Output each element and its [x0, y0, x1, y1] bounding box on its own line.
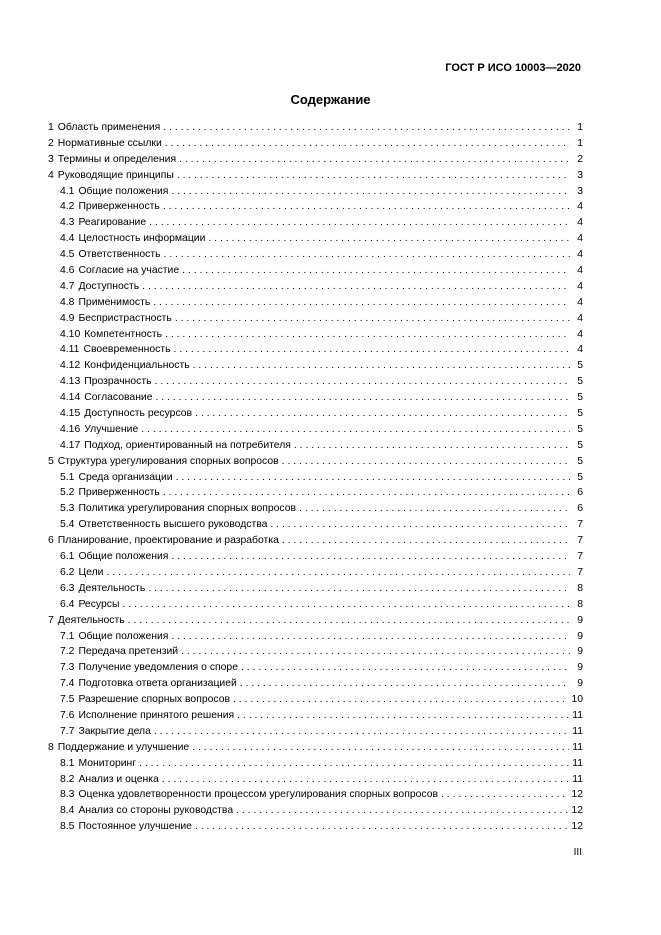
toc-entry-title: Улучшение	[84, 423, 139, 435]
dot-leader	[106, 565, 570, 581]
toc-entry-number: 4.7	[60, 280, 75, 292]
dot-leader	[208, 231, 570, 247]
toc-entry-title: Ресурсы	[78, 598, 120, 610]
page-number: III	[573, 847, 582, 858]
toc-entry[interactable]	[48, 692, 583, 708]
toc-entry[interactable]	[48, 406, 583, 422]
toc-entry-title: Получение уведомления о споре	[78, 662, 238, 674]
toc-entry-page: 4	[577, 296, 583, 308]
toc-entry-title: Общие положения	[78, 185, 169, 197]
toc-entry-title: Согласие на участие	[78, 265, 180, 277]
toc-entry-title: Подготовка ответа организацией	[78, 678, 237, 690]
toc-entry-number: 7.2	[60, 646, 75, 658]
toc-entry-number: 4	[48, 169, 54, 181]
toc-entry[interactable]	[48, 342, 583, 358]
toc-entry[interactable]	[48, 597, 583, 613]
toc-entry-page: 5	[577, 423, 583, 435]
dot-leader	[155, 374, 570, 390]
toc-entry[interactable]	[48, 374, 583, 390]
toc-entry[interactable]	[48, 501, 583, 517]
toc-entry-page: 9	[577, 630, 583, 642]
toc-entry-title: Беспристрастность	[78, 312, 172, 324]
toc-entry[interactable]	[48, 247, 583, 263]
toc-entry-page: 5	[577, 455, 583, 467]
toc-entry[interactable]	[48, 279, 583, 295]
toc-entry[interactable]	[48, 708, 583, 724]
toc-entry-title: Область применения	[57, 122, 161, 133]
toc-entry-page: 4	[577, 328, 583, 340]
dot-leader	[163, 199, 570, 215]
toc-entry-page: 6	[577, 503, 583, 515]
toc-entry-title: Общие положения	[78, 551, 169, 563]
toc-entry[interactable]	[48, 660, 583, 676]
toc-entry-number: 4.13	[60, 376, 81, 388]
toc-entry[interactable]	[48, 517, 583, 533]
toc-entry-number: 4.3	[60, 217, 75, 229]
dot-leader	[441, 787, 568, 803]
toc-entry-title: Нормативные ссылки	[57, 137, 162, 149]
dot-leader	[175, 311, 570, 327]
toc-entry[interactable]	[48, 533, 583, 549]
toc-entry[interactable]	[48, 184, 583, 200]
toc-entry[interactable]	[48, 613, 583, 629]
toc-entry[interactable]	[48, 263, 583, 279]
toc-entry-page: 4	[577, 233, 583, 245]
toc-entry-page: 9	[577, 662, 583, 674]
toc-entry[interactable]	[48, 390, 583, 406]
dot-leader	[163, 120, 570, 136]
toc-entry-number: 8	[48, 741, 54, 753]
toc-entry-number: 7.7	[60, 725, 75, 737]
toc-entry-page: 4	[577, 280, 583, 292]
toc-entry-number: 6.4	[60, 598, 75, 610]
toc-entry[interactable]	[48, 438, 583, 454]
toc-entry-page: 11	[572, 709, 583, 721]
toc-entry-title: Цели	[78, 566, 104, 578]
toc-entry-page: 1	[577, 122, 583, 133]
toc-entry-number: 4.12	[60, 360, 81, 372]
toc-entry-number: 6.1	[60, 551, 75, 563]
dot-leader	[149, 215, 570, 231]
toc-entry[interactable]	[48, 231, 583, 247]
toc-entry[interactable]	[48, 295, 583, 311]
toc-entry-title: Приверженность	[78, 201, 160, 213]
dot-leader	[294, 438, 570, 454]
toc-entry-number: 4.8	[60, 296, 75, 308]
toc-entry-number: 4.16	[60, 423, 81, 435]
toc-entry-number: 8.3	[60, 789, 75, 801]
toc-entry[interactable]	[48, 454, 583, 470]
toc-entry-number: 5.1	[60, 471, 75, 483]
dot-leader	[128, 613, 570, 629]
toc-entry-number: 4.14	[60, 392, 81, 404]
toc-entry-title: Постоянное улучшение	[78, 821, 192, 833]
toc-entry-title: Своевременность	[83, 344, 171, 356]
toc-entry-title: Анализ со стороны руководства	[78, 805, 234, 817]
toc-entry-page: 4	[577, 249, 583, 261]
toc-entry[interactable]	[48, 581, 583, 597]
toc-entry-title: Анализ и оценка	[78, 773, 159, 785]
toc-entry[interactable]	[48, 676, 583, 692]
toc-entry-title: Деятельность	[78, 582, 146, 594]
toc-entry-page: 5	[577, 376, 583, 388]
dot-leader	[195, 819, 568, 835]
toc-entry-number: 2	[48, 137, 54, 149]
toc-entry-number: 1	[48, 122, 54, 133]
toc-entry-number: 5.2	[60, 487, 75, 499]
toc-entry-page: 11	[572, 773, 583, 785]
toc-entry[interactable]	[48, 756, 583, 772]
toc-entry-page: 7	[577, 551, 583, 563]
toc-entry[interactable]	[48, 803, 583, 819]
toc-entry[interactable]	[48, 565, 583, 581]
toc-entry-page: 11	[572, 757, 583, 769]
dot-leader	[174, 342, 570, 358]
toc-entry-title: Подход, ориентированный на потребителя	[84, 439, 291, 451]
toc-entry-page: 4	[577, 201, 583, 213]
toc-entry-number: 4.5	[60, 249, 75, 261]
toc-entry-page: 12	[571, 821, 583, 833]
toc-entry-page: 9	[577, 678, 583, 690]
dot-leader	[148, 581, 570, 597]
dot-leader	[299, 501, 570, 517]
toc-entry-number: 4.2	[60, 201, 75, 213]
toc-entry-page: 8	[577, 582, 583, 594]
page-title: Содержание	[290, 92, 371, 107]
toc-entry[interactable]	[48, 327, 583, 343]
dot-leader	[181, 644, 570, 660]
toc-entry-number: 8.4	[60, 805, 75, 817]
toc-entry-page: 6	[577, 487, 583, 499]
toc-entry-title: Планирование, проектирование и разработка	[57, 535, 279, 547]
toc-entry-page: 5	[577, 471, 583, 483]
toc-entry-number: 4.10	[60, 328, 81, 340]
toc-entry-title: Мониторинг	[78, 757, 137, 769]
toc-entry[interactable]	[48, 168, 583, 184]
toc-entry-number: 4.17	[60, 439, 81, 451]
toc-entry-page: 7	[577, 535, 583, 547]
dot-leader	[171, 184, 570, 200]
toc-entry-number: 5.4	[60, 519, 75, 531]
toc-entry-title: Передача претензий	[78, 646, 179, 658]
toc-entry-title: Поддержание и улучшение	[57, 741, 190, 753]
toc-entry-page: 11	[572, 741, 583, 753]
toc-entry-page: 5	[577, 392, 583, 404]
toc-entry[interactable]	[48, 485, 583, 501]
dot-leader	[192, 740, 569, 756]
toc-entry-number: 7	[48, 614, 54, 626]
toc-entry-title: Среда организации	[78, 471, 173, 483]
toc-entry-title: Прозрачность	[84, 376, 152, 388]
toc-entry[interactable]	[48, 740, 583, 756]
dot-leader	[193, 358, 570, 374]
toc-entry[interactable]	[48, 136, 583, 152]
toc-entry-title: Целостность информации	[78, 233, 206, 245]
toc-entry-number: 4.6	[60, 265, 75, 277]
toc-entry[interactable]	[48, 152, 583, 168]
dot-leader	[165, 327, 570, 343]
toc-entry-page: 12	[571, 789, 583, 801]
toc-entry-number: 4.15	[60, 408, 81, 420]
dot-leader	[163, 485, 570, 501]
toc-entry-page: 12	[571, 805, 583, 817]
toc-entry-page: 8	[577, 598, 583, 610]
dot-leader	[179, 152, 570, 168]
dot-leader	[156, 390, 570, 406]
toc-entry-page: 7	[577, 519, 583, 531]
toc-entry[interactable]	[48, 644, 583, 660]
dot-leader	[171, 629, 570, 645]
toc-entry-number: 5.3	[60, 503, 75, 515]
dot-leader	[176, 470, 570, 486]
toc-entry-number: 3	[48, 153, 54, 165]
dot-leader	[165, 136, 570, 152]
dot-leader	[241, 660, 570, 676]
toc-entry-title: Политика урегулирования спорных вопросов	[78, 503, 297, 515]
toc-entry-number: 6	[48, 535, 54, 547]
toc-entry-number: 8.1	[60, 757, 75, 769]
dot-leader	[142, 279, 570, 295]
dot-leader	[270, 517, 570, 533]
toc-entry[interactable]	[48, 772, 583, 788]
table-of-contents	[48, 120, 583, 835]
dot-leader	[236, 803, 568, 819]
toc-entry-number: 7.4	[60, 678, 75, 690]
toc-entry-page: 9	[577, 614, 583, 626]
toc-entry-title: Доступность ресурсов	[84, 408, 193, 420]
dot-leader	[164, 247, 570, 263]
toc-entry-title: Конфиденциальность	[84, 360, 190, 372]
toc-entry-title: Применимость	[78, 296, 151, 308]
dot-leader	[237, 708, 569, 724]
toc-entry-title: Структура урегулирования спорных вопросов	[57, 455, 279, 467]
toc-entry-page: 3	[577, 185, 583, 197]
toc-entry-number: 6.2	[60, 566, 75, 578]
toc-entry-page: 2	[577, 153, 583, 165]
toc-entry-number: 6.3	[60, 582, 75, 594]
toc-entry-title: Ответственность высшего руководства	[78, 519, 268, 531]
toc-entry[interactable]	[48, 422, 583, 438]
dot-leader	[122, 597, 570, 613]
dot-leader	[153, 295, 570, 311]
toc-entry-page: 5	[577, 360, 583, 372]
toc-entry-number: 8.5	[60, 821, 75, 833]
dot-leader	[139, 756, 569, 772]
toc-entry-page: 4	[577, 265, 583, 277]
toc-entry-number: 4.1	[60, 185, 75, 197]
toc-entry-title: Ответственность	[78, 249, 161, 261]
toc-entry[interactable]	[48, 819, 583, 835]
toc-entry-title: Руководящие принципы	[57, 169, 174, 181]
dot-leader	[233, 692, 568, 708]
toc-entry-page: 4	[577, 217, 583, 229]
toc-entry[interactable]	[48, 629, 583, 645]
toc-entry-title: Оценка удовлетворенности процессом урегулирования спорных вопросов	[78, 789, 439, 801]
toc-entry[interactable]	[48, 215, 583, 231]
toc-entry-title: Доступность	[78, 280, 140, 292]
dot-leader	[154, 724, 569, 740]
toc-entry-title: Исполнение принятого решения	[78, 709, 235, 721]
toc-entry-page: 1	[577, 137, 583, 149]
dot-leader	[282, 454, 570, 470]
toc-entry-title: Термины и определения	[57, 153, 177, 165]
dot-leader	[177, 168, 570, 184]
toc-entry-title: Приверженность	[78, 487, 160, 499]
toc-entry-page: 5	[577, 408, 583, 420]
toc-entry-page: 11	[572, 725, 583, 737]
dot-leader	[162, 772, 569, 788]
toc-entry[interactable]	[48, 311, 583, 327]
toc-entry-title: Согласование	[84, 392, 153, 404]
toc-entry-number: 5	[48, 455, 54, 467]
toc-entry-number: 7.6	[60, 709, 75, 721]
toc-entry-number: 4.4	[60, 233, 75, 245]
toc-entry-number: 7.5	[60, 694, 75, 706]
toc-entry-title: Общие положения	[78, 630, 169, 642]
toc-entry-title: Разрешение спорных вопросов	[78, 694, 230, 706]
dot-leader	[141, 422, 570, 438]
toc-entry[interactable]	[48, 199, 583, 215]
document-id: ГОСТ Р ИСО 10003—2020	[445, 62, 581, 74]
toc-entry-number: 4.11	[60, 344, 80, 356]
toc-entry-title: Компетентность	[84, 328, 163, 340]
dot-leader	[182, 263, 570, 279]
toc-entry-title: Закрытие дела	[78, 725, 151, 737]
toc-entry-page: 4	[577, 312, 583, 324]
toc-entry-page: 7	[577, 566, 583, 578]
toc-entry-title: Реагирование	[78, 217, 147, 229]
toc-entry-page: 3	[577, 169, 583, 181]
toc-entry[interactable]	[48, 724, 583, 740]
toc-entry[interactable]	[48, 787, 583, 803]
dot-leader	[195, 406, 570, 422]
toc-entry[interactable]	[48, 549, 583, 565]
toc-entry-number: 8.2	[60, 773, 75, 785]
toc-entry-title: Деятельность	[57, 614, 125, 626]
toc-entry-page: 10	[571, 694, 583, 706]
toc-entry-page: 5	[577, 439, 583, 451]
toc-entry[interactable]	[48, 120, 583, 136]
dot-leader	[282, 533, 570, 549]
toc-entry[interactable]	[48, 470, 583, 486]
toc-entry[interactable]	[48, 358, 583, 374]
dot-leader	[240, 676, 570, 692]
toc-entry-page: 4	[577, 344, 583, 356]
toc-entry-page: 9	[577, 646, 583, 658]
toc-entry-number: 7.3	[60, 662, 75, 674]
dot-leader	[171, 549, 570, 565]
toc-entry-number: 4.9	[60, 312, 75, 324]
toc-entry-number: 7.1	[60, 630, 75, 642]
